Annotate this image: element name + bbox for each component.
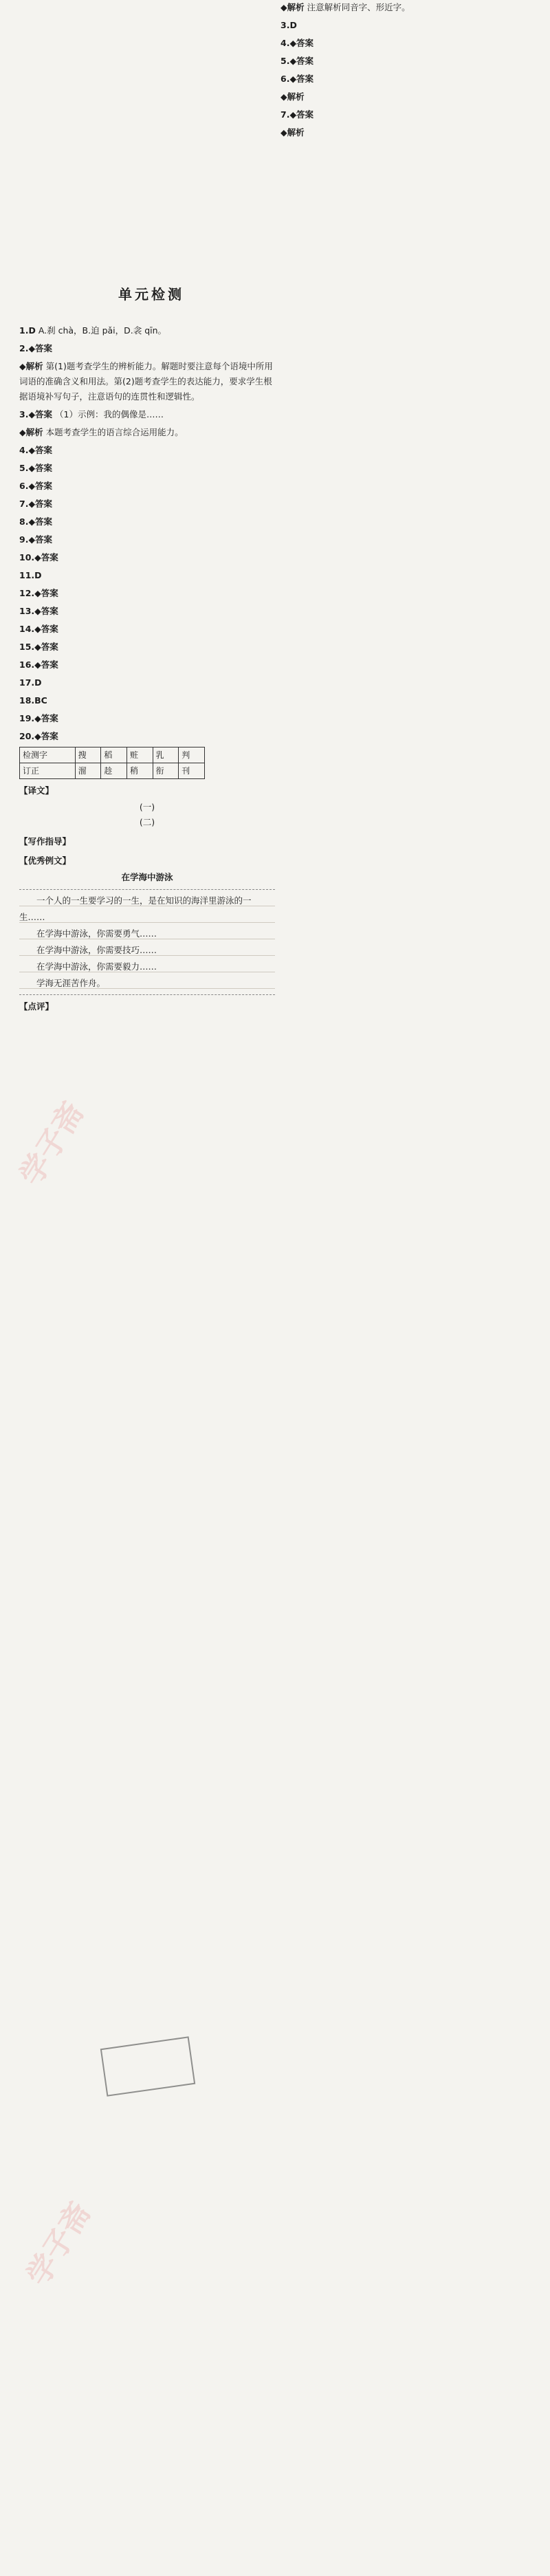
left-entry-mark: 15.◆答案 — [19, 642, 58, 652]
translation-part-1: (一) — [139, 802, 155, 812]
right-entry-mark: ◆解析 — [280, 127, 305, 138]
left-entry-mark: 16.◆答案 — [19, 659, 58, 670]
right-entry — [280, 0, 536, 15]
left-entry-mark: 9.◆答案 — [19, 534, 53, 545]
left-entry-mark: 19.◆答案 — [19, 713, 58, 723]
essay-paragraph: 在学海中游泳，你需要技巧…… — [36, 945, 157, 955]
page-title: 单元检测 — [118, 286, 184, 303]
table-cell: 稻 — [101, 747, 127, 763]
table-cell: 检测字 — [20, 747, 76, 763]
left-entry-mark: 2.◆答案 — [19, 343, 53, 353]
left-entry — [19, 323, 275, 338]
left-entry-mark: 7.◆答案 — [19, 499, 53, 509]
left-entry — [19, 568, 275, 583]
left-entry — [19, 657, 275, 673]
left-entry — [19, 496, 275, 512]
left-entry — [19, 640, 275, 655]
left-entry-mark: 10.◆答案 — [19, 552, 58, 563]
right-entry — [280, 72, 536, 87]
essay-paragraph: 一个人的一生要学习的一生，是在知识的海洋里游泳的一生…… — [19, 895, 252, 922]
comment-heading: 【点评】 — [19, 1001, 54, 1012]
right-entry — [280, 36, 536, 51]
table-cell: 趁 — [101, 763, 127, 779]
right-entry — [280, 18, 536, 33]
left-entry — [19, 604, 275, 619]
left-entry-mark: ◆解析 — [19, 361, 43, 371]
left-entry — [19, 675, 275, 690]
right-entry-mark: 3.D — [280, 20, 297, 30]
left-entry — [19, 693, 275, 708]
essay-body — [19, 889, 275, 995]
left-entry-mark: 6.◆答案 — [19, 481, 53, 491]
watermark-1: 学子斋 — [13, 1095, 91, 1192]
right-entry-mark: 5.◆答案 — [280, 56, 314, 66]
left-entry — [19, 711, 275, 726]
character-table — [19, 747, 205, 779]
right-entry-mark: ◆解析 — [280, 91, 305, 102]
left-entry-mark: 1.D — [19, 325, 36, 336]
school-stamp — [100, 2036, 195, 2096]
left-entry — [19, 461, 275, 476]
right-entry — [280, 107, 536, 122]
left-entries — [19, 323, 275, 744]
translation-heading: 【译文】 — [19, 785, 54, 796]
left-entry — [19, 550, 275, 565]
table-cell: 赃 — [126, 747, 153, 763]
left-entry — [19, 514, 275, 530]
left-entry-mark: 13.◆答案 — [19, 606, 58, 616]
left-entry-mark: 14.◆答案 — [19, 624, 58, 634]
left-entry — [19, 532, 275, 547]
right-entry-mark: 7.◆答案 — [280, 109, 314, 120]
left-entry — [19, 443, 275, 458]
left-entry-text: 第(1)题考查学生的辨析能力。解题时要注意每个语境中所用词语的准确含义和用法。第(2)题考查学生的表达能力，要求学生根据语境补写句子，注意语句的连贯性和逻辑性。 — [19, 361, 273, 402]
left-entry — [19, 479, 275, 494]
table-cell: 判 — [179, 747, 205, 763]
writing-guide-heading: 【写作指导】 — [19, 836, 72, 847]
translation-part-2: (二) — [139, 817, 155, 827]
left-entry — [19, 407, 275, 422]
table-cell: 溜 — [75, 763, 101, 779]
left-entry-mark: 5.◆答案 — [19, 463, 53, 473]
left-entry-mark: 18.BC — [19, 695, 47, 706]
right-entry — [280, 89, 536, 105]
left-entry-text: A.刹 chà，B.迫 pǎi，D.衾 qīn。 — [38, 325, 167, 336]
left-entry-mark: 8.◆答案 — [19, 516, 53, 527]
table-cell: 乳 — [153, 747, 179, 763]
sample-essay-heading: 【优秀例文】 — [19, 855, 72, 866]
essay-paragraph: 在学海中游泳，你需要勇气…… — [36, 928, 157, 939]
left-entry-mark: ◆解析 — [19, 427, 43, 437]
right-entry — [280, 125, 536, 140]
right-entry-mark: 4.◆答案 — [280, 38, 314, 48]
table-cell: 稍 — [126, 763, 153, 779]
left-entry — [19, 586, 275, 601]
table-cell: 刊 — [179, 763, 205, 779]
left-entry-text: （1）示例：我的偶像是…… — [55, 409, 164, 419]
table-row — [20, 763, 205, 779]
left-entry — [19, 425, 275, 440]
left-entry-mark: 11.D — [19, 570, 42, 580]
right-entry-mark: ◆解析 — [280, 2, 305, 12]
table-cell: 搜 — [75, 747, 101, 763]
table-row — [20, 747, 205, 763]
left-entry — [19, 359, 275, 404]
right-entry — [280, 54, 536, 69]
essay-paragraph: 学海无涯苦作舟。 — [36, 978, 106, 988]
left-entry — [19, 622, 275, 637]
left-entry-text: 本题考查学生的语言综合运用能力。 — [45, 427, 184, 437]
left-entry-mark: 4.◆答案 — [19, 445, 53, 455]
left-entry-mark: 3.◆答案 — [19, 409, 53, 419]
table-cell: 订正 — [20, 763, 76, 779]
right-entry-mark: 6.◆答案 — [280, 74, 314, 84]
left-entry-mark: 12.◆答案 — [19, 588, 58, 598]
essay-title: 在学海中游泳 — [121, 872, 173, 882]
left-entry-mark: 17.D — [19, 677, 42, 688]
left-entry — [19, 729, 275, 744]
watermark-2: 学子斋 — [20, 2196, 98, 2292]
left-entry — [19, 341, 275, 356]
left-entry-mark: 20.◆答案 — [19, 731, 58, 741]
essay-paragraph: 在学海中游泳，你需要毅力…… — [36, 961, 157, 972]
table-cell: 衔 — [153, 763, 179, 779]
right-entry-text: 注意解析同音字、形近字。 — [307, 2, 410, 12]
left-column — [19, 323, 275, 1016]
right-column — [280, 0, 536, 143]
